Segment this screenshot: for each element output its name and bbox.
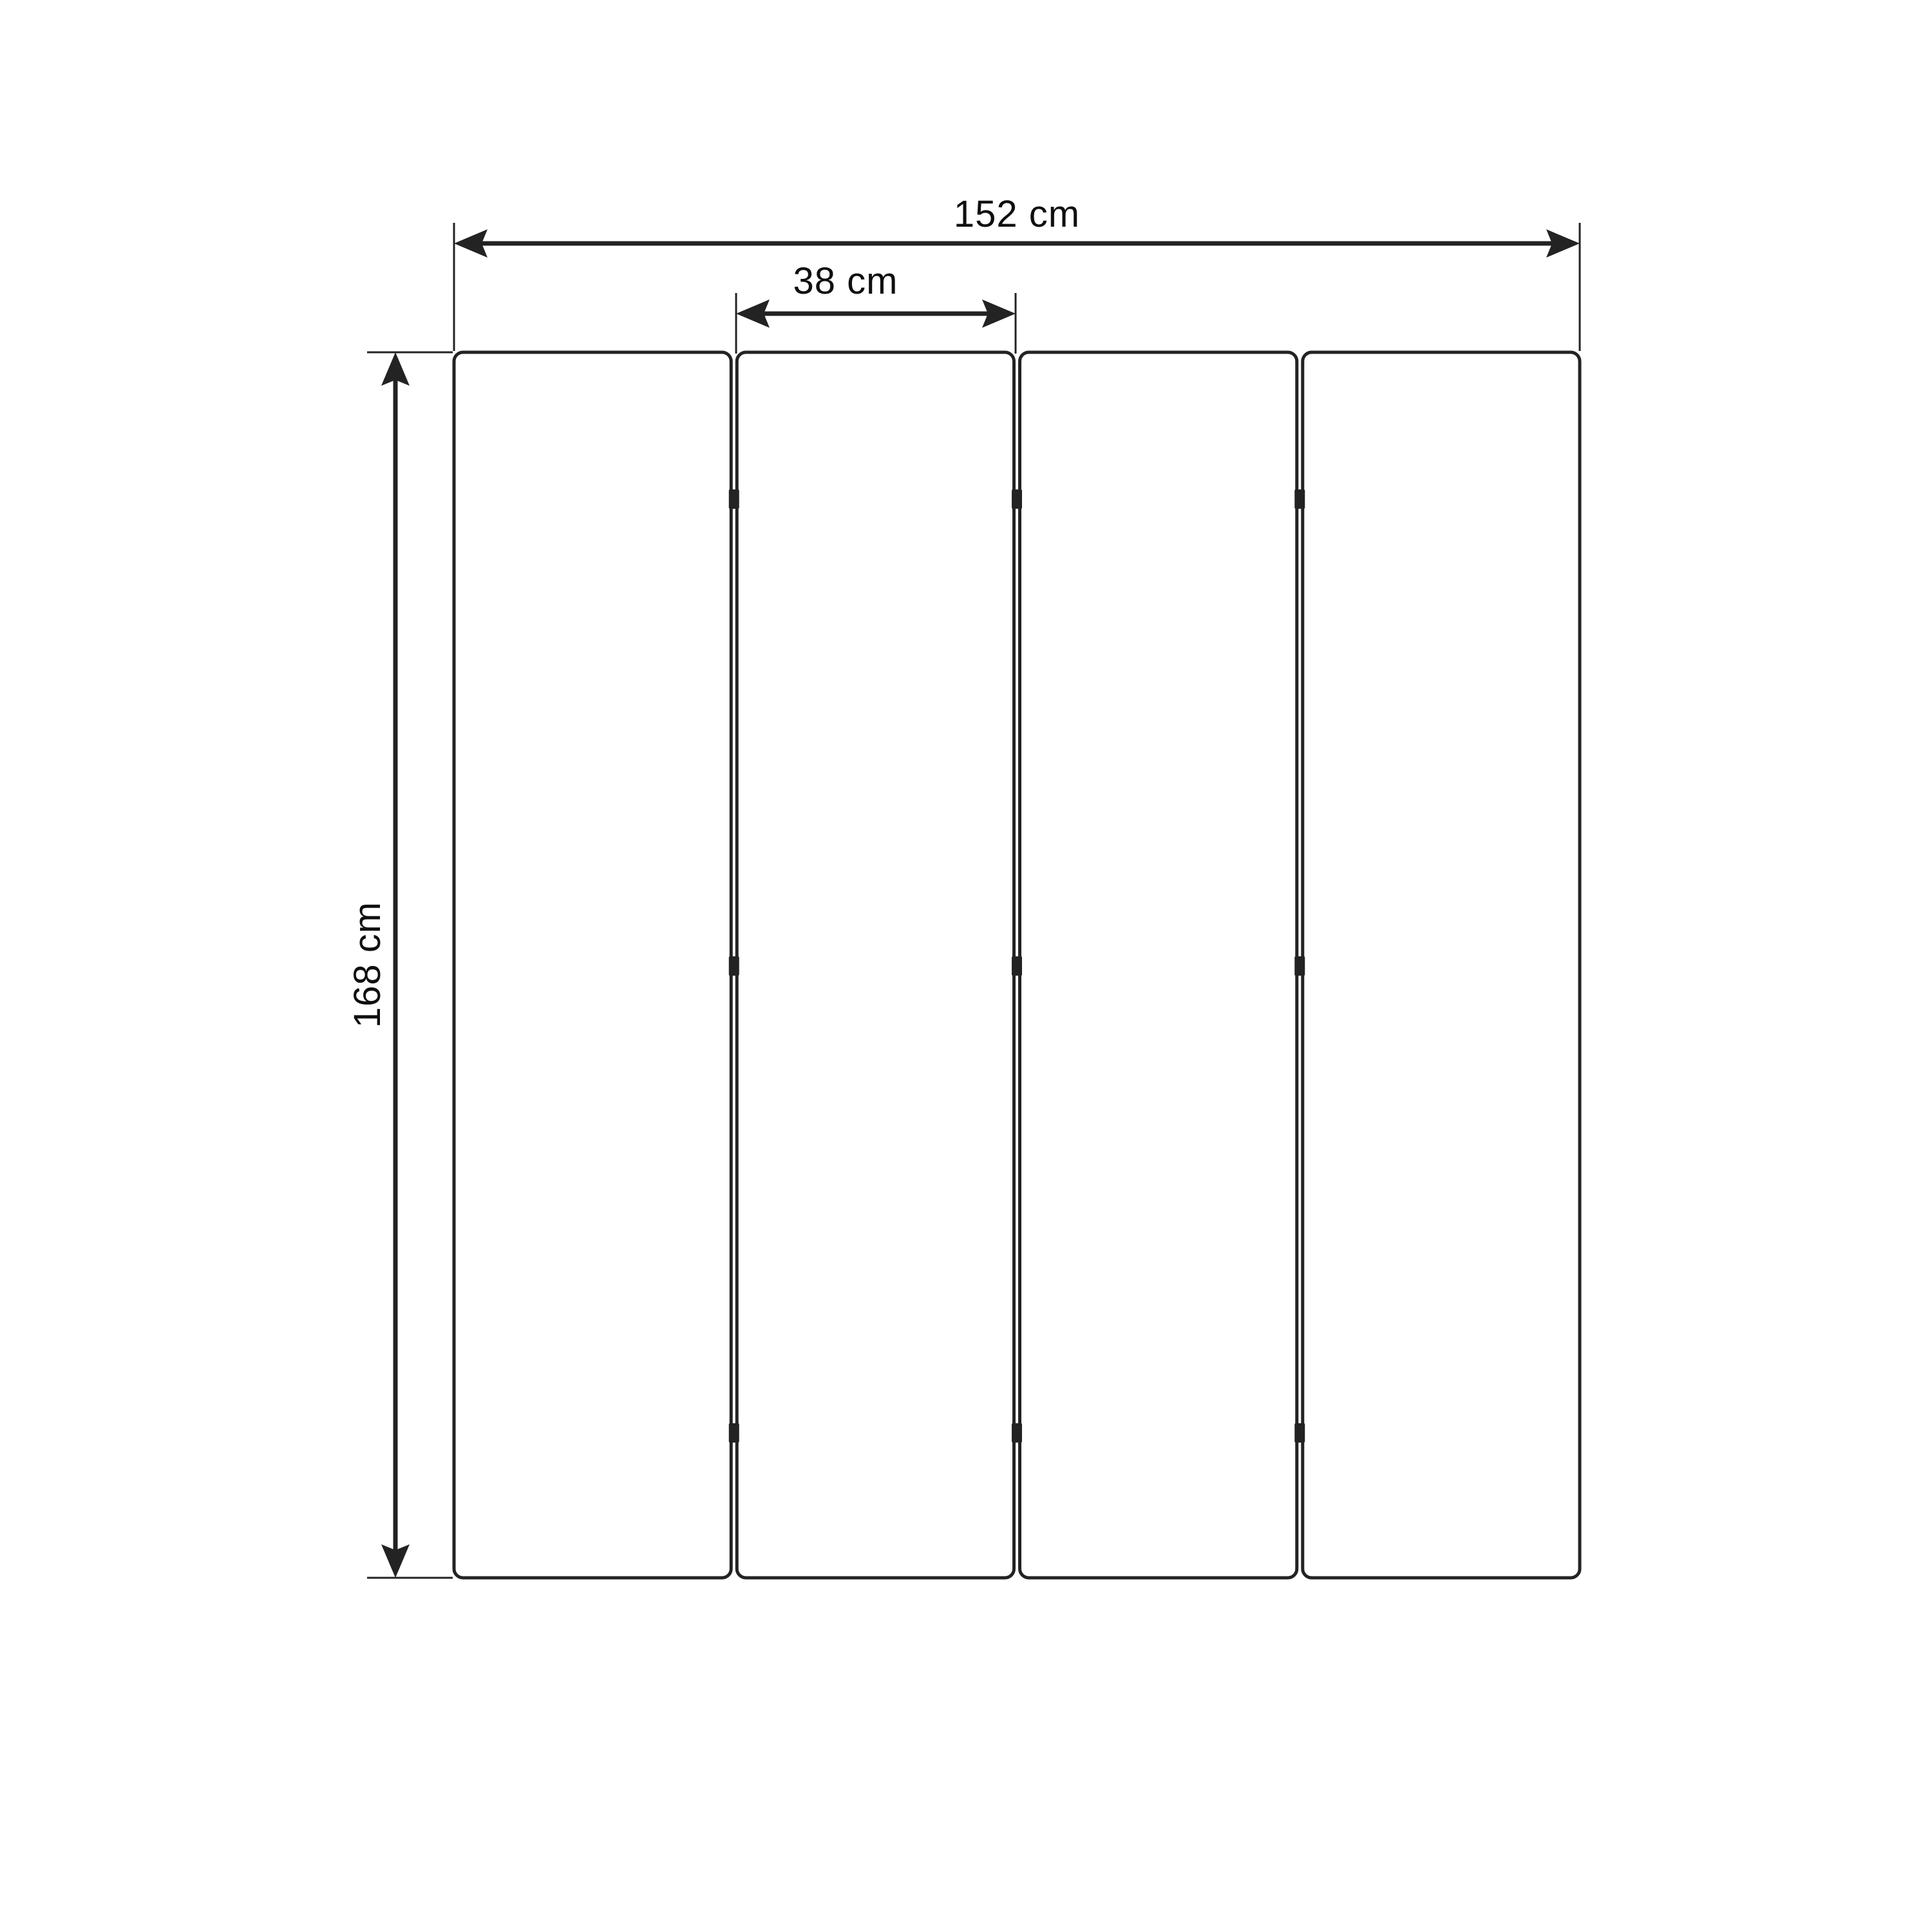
hinge-gap1-bottom — [729, 1423, 739, 1443]
hinge-gap3-top — [1294, 489, 1305, 509]
dim-label-height: 168 cm — [346, 901, 388, 1028]
panel-2 — [737, 352, 1014, 1578]
dim-label-panel-width: 38 cm — [793, 260, 898, 302]
panel-3 — [1020, 352, 1297, 1578]
panel-1 — [454, 352, 731, 1578]
dimension-panel-width — [736, 260, 1016, 354]
hinge-gap1-top — [729, 489, 739, 509]
hinge-gap2-top — [1012, 489, 1022, 509]
hinge-gap1-middle — [729, 956, 739, 976]
hinge-gap2-bottom — [1012, 1423, 1022, 1443]
panel-4 — [1303, 352, 1580, 1578]
dimension-total-width — [454, 193, 1580, 351]
dim-label-total-width: 152 cm — [953, 193, 1081, 235]
hinge-gap2-middle — [1012, 956, 1022, 976]
hinge-gap3-middle — [1294, 956, 1305, 976]
dimension-height — [346, 352, 453, 1578]
hinge-gap3-bottom — [1294, 1423, 1305, 1443]
